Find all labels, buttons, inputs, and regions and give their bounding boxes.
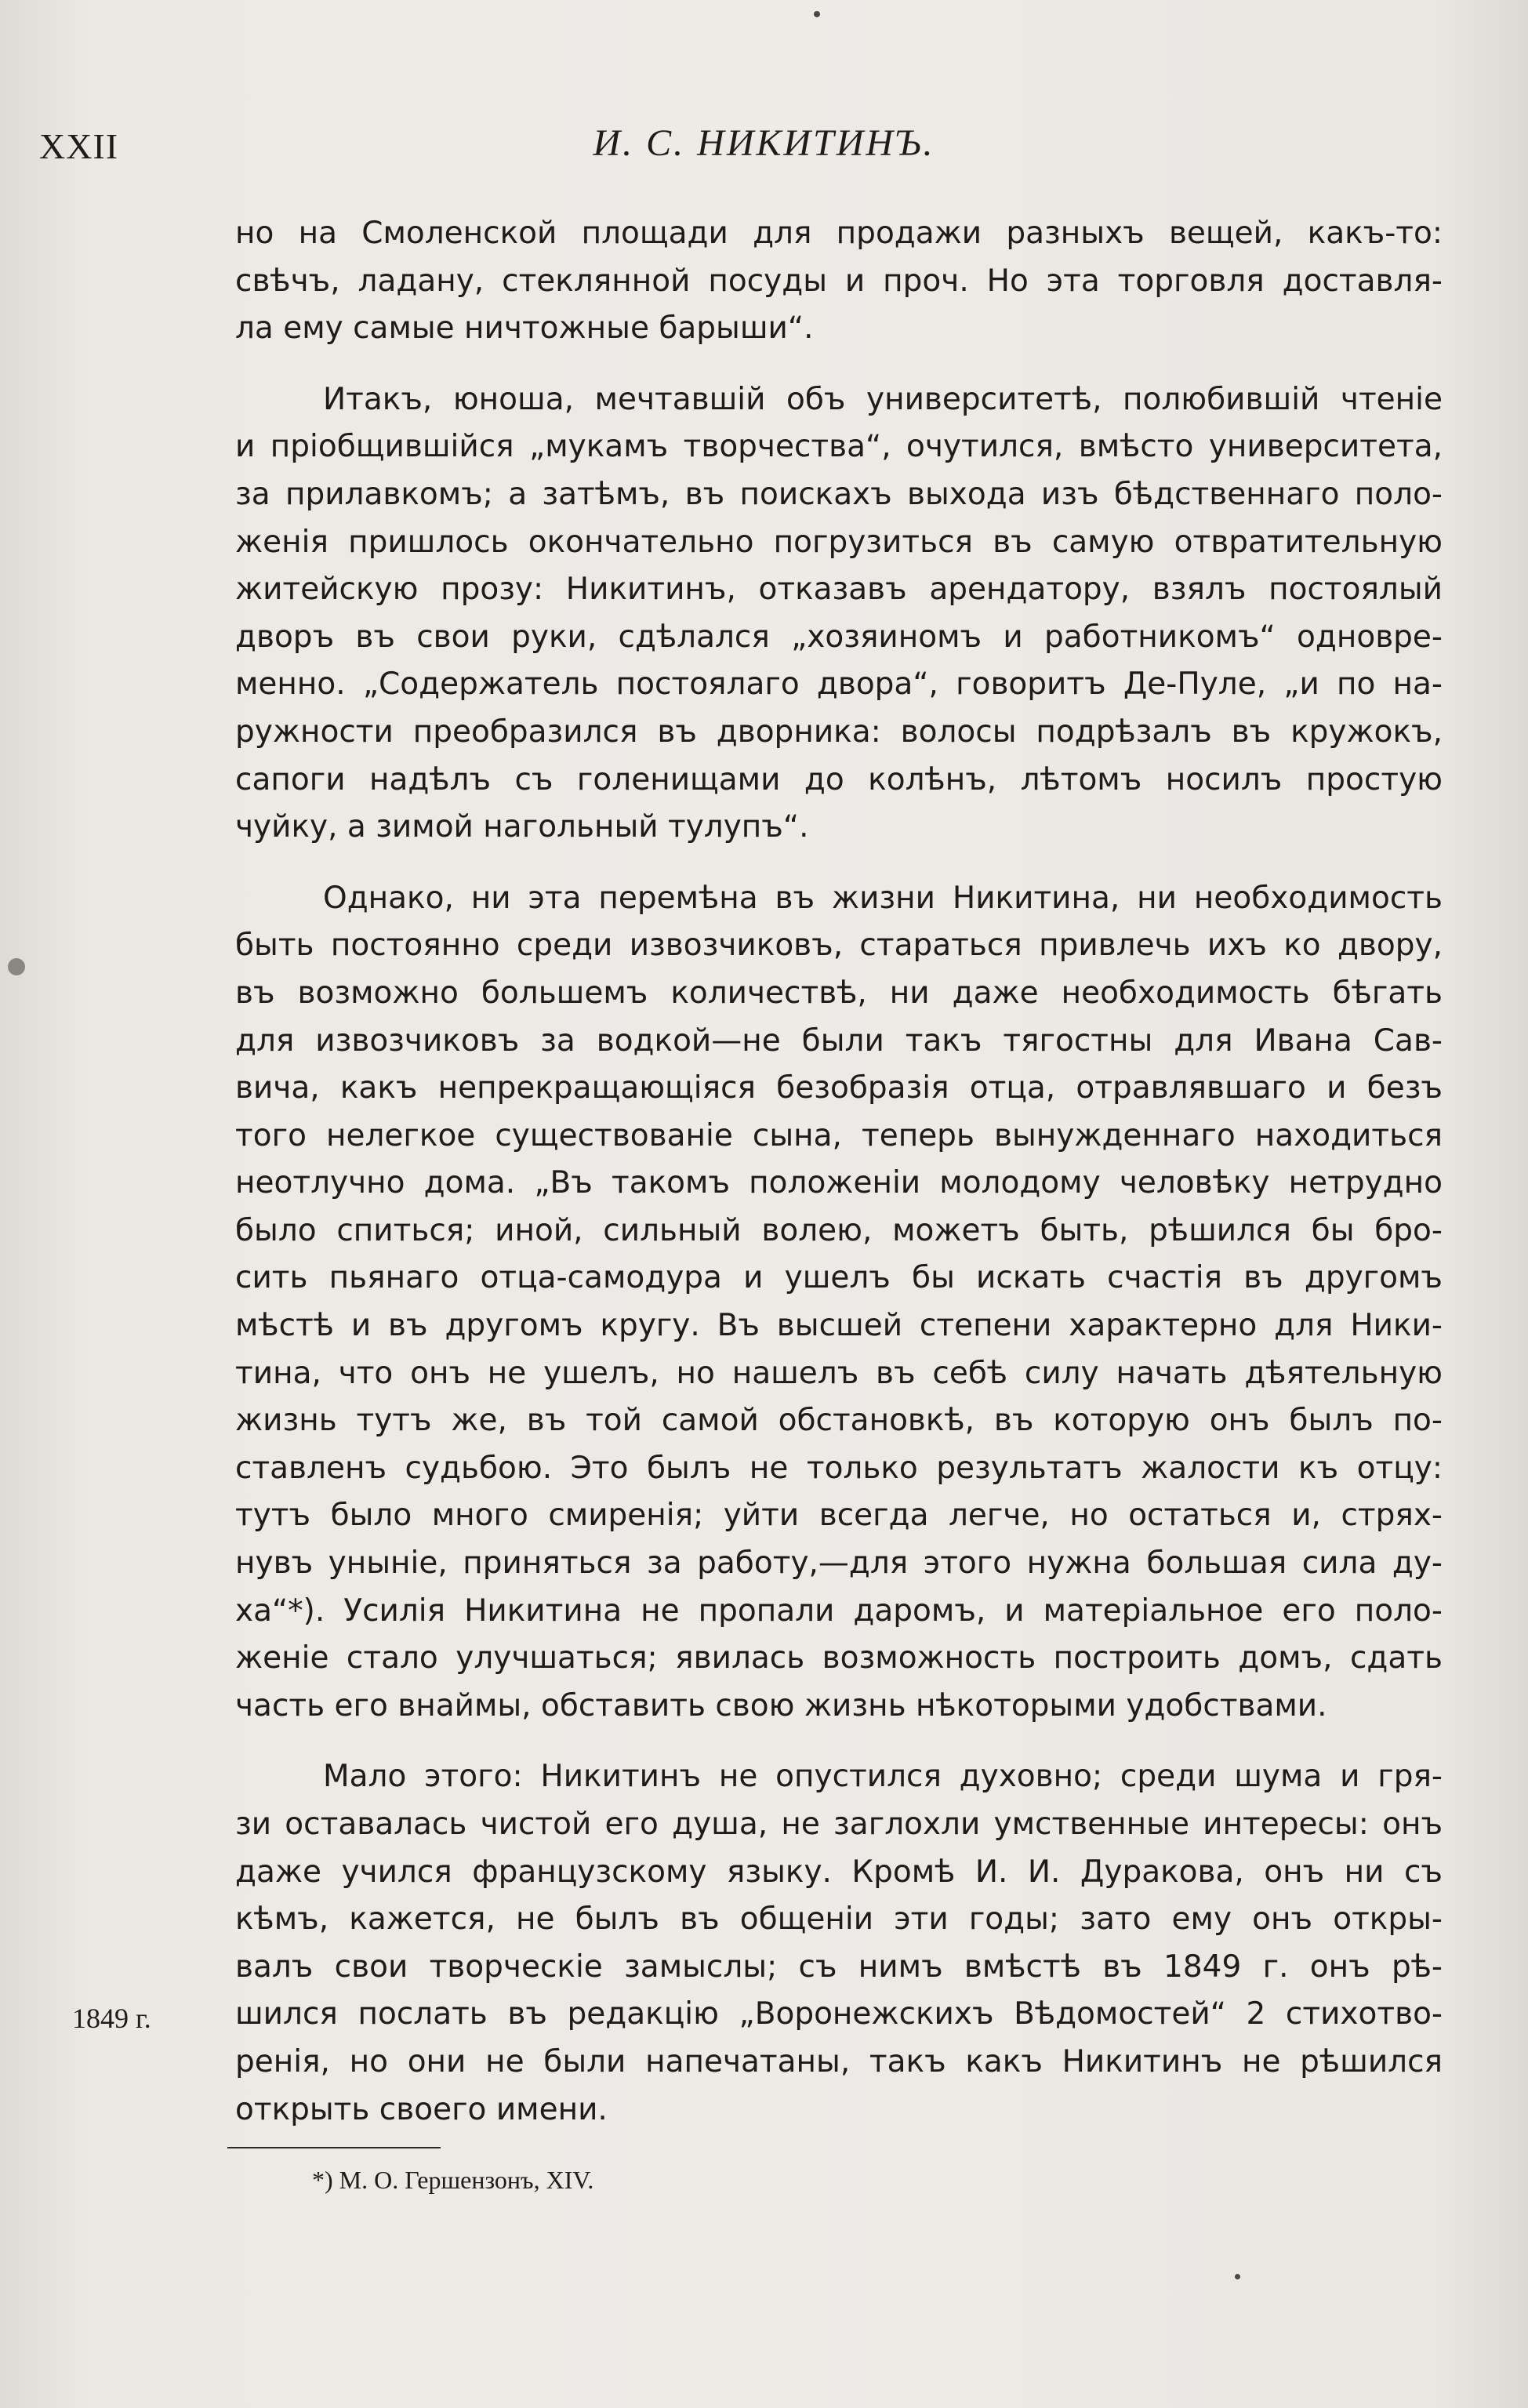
paragraph-3 [235,875,1443,1731]
page-number: XXII [39,126,119,166]
text-line: ха“*). Усилія Никитина не пропали даромъ, и матеріальное его поло- [235,1593,1443,1629]
text-line: чуйку, а зимой нагольный тулупъ“. [235,809,809,845]
text-line: въ возможно большемъ количествѣ, ни даже необходимость бѣгать [235,975,1443,1011]
text-line: но на Смоленской площади для продажи разныхъ вещей, какъ-то: [235,216,1443,251]
text-line: житейскую прозу: Никитинъ, отказавъ арендатору, взялъ постоялый [235,572,1443,608]
running-title: И. С. НИКИТИНЪ. [593,122,935,164]
text-line: даже учился французскому языку. Кромѣ И. И. Дуракова, онъ ни съ [235,1854,1443,1890]
text-line: шился послать въ редакцію „Воронежскихъ Вѣдомостей“ 2 стихотво- [235,1996,1443,2032]
text-line: вича, какъ непрекращающіяся безобразія отца, отравлявшаго и безъ [235,1070,1443,1106]
text-line: ставленъ судьбою. Это былъ не только результатъ жалости къ отцу: [235,1450,1443,1486]
text-line: менно. „Содержатель постоялаго двора“, говоритъ Де-Пуле, „и по на- [235,666,1443,703]
text-line: сапоги надѣлъ съ голенищами до колѣнъ, лѣтомъ носилъ простую [235,761,1443,797]
text-line: и пріобщившійся „мукамъ творчества“, очутился, вмѣсто университета, [235,429,1443,465]
text-line: за прилавкомъ; а затѣмъ, въ поискахъ выхода изъ бѣдственнаго поло- [235,476,1443,512]
text-line: ружности преобразился въ дворника: волосы подрѣзалъ въ кружокъ, [235,714,1443,750]
text-line: зи оставалась чистой его душа, не заглохли умственные интересы: онъ [235,1807,1443,1842]
text-line: быть постоянно среди извозчиковъ, стараться привлечь ихъ ко двору, [235,928,1443,964]
paragraph-1 [235,210,1443,353]
text-line: мѣстѣ и въ другомъ кругу. Въ высшей степени характерно для Ники- [235,1308,1443,1344]
text-line: свѣчъ, ладану, стеклянной посуды и проч. Но эта торговля доставля- [235,263,1443,299]
footnote-divider [227,2147,441,2148]
text-line: нувъ уныніе, приняться за работу,—для этого нужна большая сила ду- [235,1545,1443,1582]
text-line: валъ свои творческіе замыслы; съ нимъ вмѣстѣ въ 1849 г. онъ рѣ- [235,1949,1443,1985]
paragraph-2 [235,376,1443,852]
text-line: сить пьянаго отца-самодура и ушелъ бы искать счастія въ другомъ [235,1260,1443,1296]
text-line: тина, что онъ не ушелъ, но нашелъ въ себѣ силу начать дѣятельную [235,1355,1443,1391]
scan-speck [814,11,820,17]
margin-note-year: 1849 г. [72,2003,151,2034]
text-line: дворъ въ свои руки, сдѣлался „хозяиномъ и работникомъ“ одновре- [235,619,1443,655]
text-line: Итакъ, юноша, мечтавшій объ университетѣ, полюбившій чтеніе [323,381,1443,417]
text-line: кѣмъ, кажется, не былъ въ общеніи эти годы; зато ему онъ откры- [235,1901,1443,1938]
text-line: неотлучно дома. „Въ такомъ положеніи молодому человѣку нетрудно [235,1165,1443,1201]
text-line: тутъ было много смиренія; уйти всегда легче, но остаться и, стрях- [235,1498,1443,1534]
paragraph-4 [235,1753,1443,2134]
scan-speck [8,958,25,975]
text-line: для извозчиковъ за водкой—не были такъ тягостны для Ивана Сав- [235,1022,1443,1059]
scan-speck [1235,2274,1240,2279]
text-line: открыть своего имени. [235,2091,608,2127]
text-line: ренія, но они не были напечатаны, такъ какъ Никитинъ не рѣшился [235,2043,1443,2079]
text-line: Однако, ни эта перемѣна въ жизни Никитина, ни необходимость [323,880,1443,916]
text-line: часть его внаймы, обставить свою жизнь нѣкоторыми удобствами. [235,1687,1327,1723]
text-line: Мало этого: Никитинъ не опустился духовно; среди шума и гря- [323,1759,1443,1795]
text-line: жизнь тутъ же, въ той самой обстановкѣ, въ которую онъ былъ по- [235,1403,1443,1439]
text-line: ла ему самые ничтожные барыши“. [235,311,814,347]
text-line: женія пришлось окончательно погрузиться въ самую отвратительную [235,524,1443,560]
text-line: того нелегкое существованіе сына, теперь вынужденнаго находиться [235,1117,1443,1153]
text-line: женіе стало улучшаться; явилась возможность построить домъ, сдать [235,1640,1443,1676]
footnote: *) М. О. Гершензонъ, XIV. [312,2166,594,2194]
text-line: было спиться; иной, сильный волею, можетъ быть, рѣшился бы бро- [235,1212,1443,1248]
body-text [235,210,1443,2134]
